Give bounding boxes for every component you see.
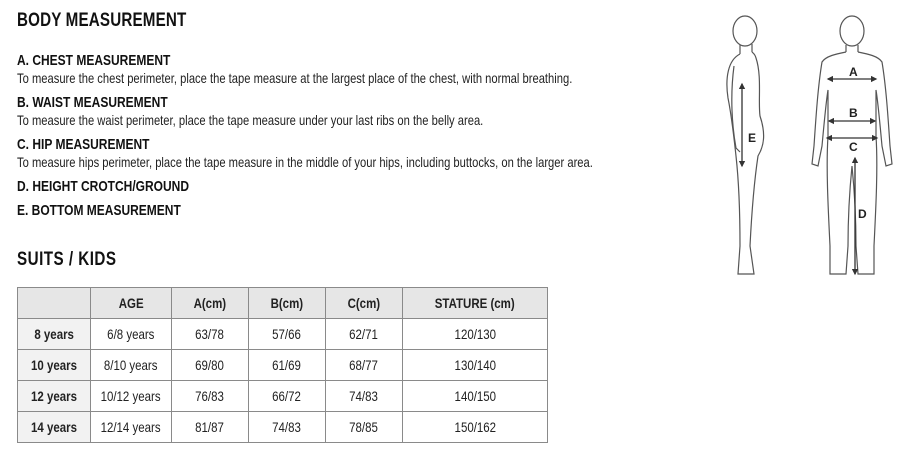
side-figure bbox=[727, 16, 764, 274]
section-hip bbox=[17, 136, 737, 171]
row-label: 8 years bbox=[18, 319, 91, 350]
table-cell: 63/78 bbox=[172, 319, 249, 350]
header-cell bbox=[18, 288, 91, 319]
table-cell: 10/12 years bbox=[91, 381, 172, 412]
table-cell: 69/80 bbox=[172, 350, 249, 381]
section-title: E. BOTTOM MEASUREMENT bbox=[17, 202, 181, 219]
table-row bbox=[18, 381, 548, 412]
row-label: 12 years bbox=[18, 381, 91, 412]
section-title: D. HEIGHT CROTCH/GROUND bbox=[17, 178, 189, 195]
table-cell: 8/10 years bbox=[91, 350, 172, 381]
section-desc: To measure the chest perimeter, place the tape measure at the largest place of the chest, with normal breathing. bbox=[17, 70, 573, 86]
row-label: 10 years bbox=[18, 350, 91, 381]
table-row bbox=[18, 350, 548, 381]
table-header-row bbox=[18, 288, 548, 319]
table-cell: 74/83 bbox=[249, 412, 326, 443]
header-cell: A(cm) bbox=[172, 288, 249, 319]
section-bottom bbox=[17, 202, 222, 220]
table-cell: 68/77 bbox=[326, 350, 403, 381]
table-cell: 61/69 bbox=[249, 350, 326, 381]
body-measurement-figures bbox=[700, 6, 906, 286]
section-chest bbox=[17, 52, 711, 87]
header-cell: AGE bbox=[91, 288, 172, 319]
page-title: BODY MEASUREMENT bbox=[17, 10, 187, 31]
table-cell: 78/85 bbox=[326, 412, 403, 443]
label-c: C bbox=[849, 140, 858, 154]
header-cell: C(cm) bbox=[326, 288, 403, 319]
row-label: 14 years bbox=[18, 412, 91, 443]
table-row bbox=[18, 412, 548, 443]
section-title: B. WAIST MEASUREMENT bbox=[17, 94, 168, 111]
label-a: A bbox=[849, 65, 858, 79]
table-cell: 140/150 bbox=[403, 381, 548, 412]
table-cell: 66/72 bbox=[249, 381, 326, 412]
section-waist bbox=[17, 94, 600, 129]
label-d: D bbox=[858, 207, 867, 221]
section-desc: To measure hips perimeter, place the tape measure in the middle of your hips, including buttocks, on the larger area. bbox=[17, 154, 593, 170]
table-cell: 74/83 bbox=[326, 381, 403, 412]
table-cell: 76/83 bbox=[172, 381, 249, 412]
body-figures-illustration bbox=[700, 6, 906, 286]
header-cell: B(cm) bbox=[249, 288, 326, 319]
table-cell: 12/14 years bbox=[91, 412, 172, 443]
section-height-crotch bbox=[17, 178, 232, 196]
table-row bbox=[18, 319, 548, 350]
table-cell: 130/140 bbox=[403, 350, 548, 381]
section-title: C. HIP MEASUREMENT bbox=[17, 136, 150, 153]
size-table bbox=[17, 287, 548, 443]
table-cell: 6/8 years bbox=[91, 319, 172, 350]
header-cell: STATURE (cm) bbox=[403, 288, 548, 319]
section-desc: To measure the waist perimeter, place the tape measure under your last ribs on the belly area. bbox=[17, 112, 484, 128]
table-cell: 62/71 bbox=[326, 319, 403, 350]
table-cell: 150/162 bbox=[403, 412, 548, 443]
label-e: E bbox=[748, 131, 757, 145]
table-cell: 81/87 bbox=[172, 412, 249, 443]
table-cell: 120/130 bbox=[403, 319, 548, 350]
size-table-title: SUITS / KIDS bbox=[17, 249, 117, 270]
label-b: B bbox=[849, 106, 858, 120]
table-cell: 57/66 bbox=[249, 319, 326, 350]
section-title: A. CHEST MEASUREMENT bbox=[17, 52, 171, 69]
